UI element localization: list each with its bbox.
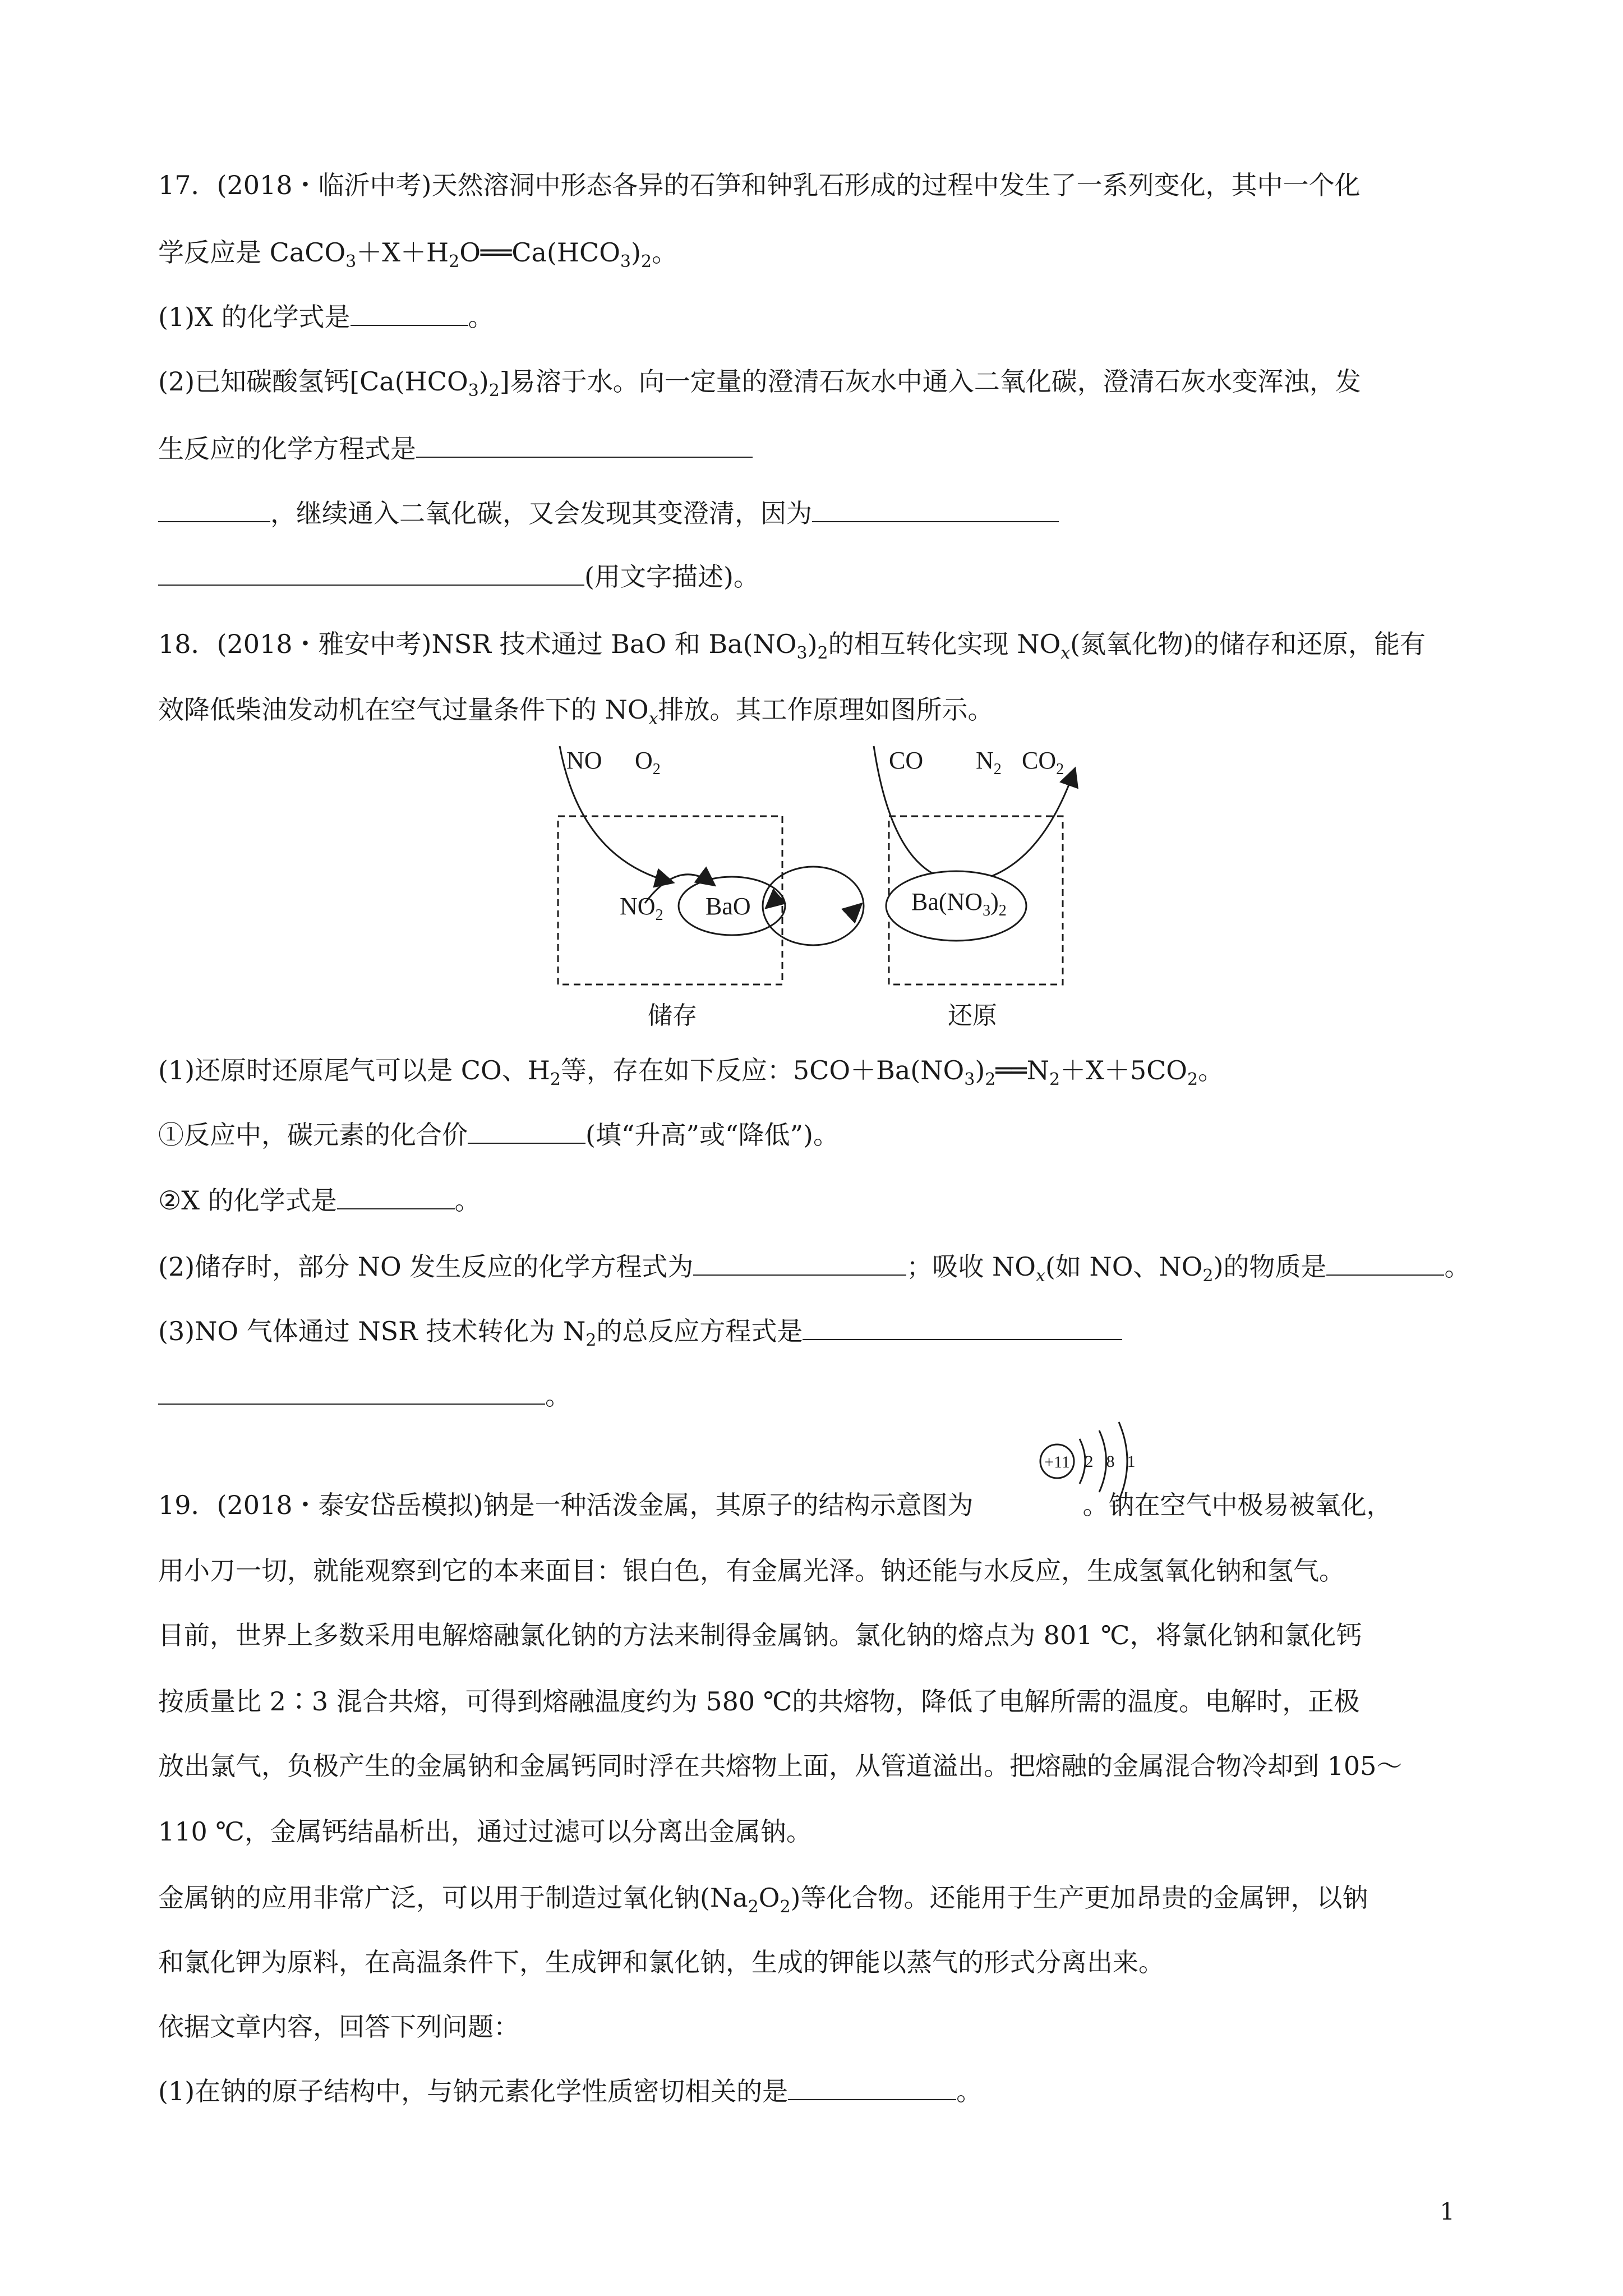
- q17-part-2-line-2: 生反应的化学方程式是: [158, 433, 753, 464]
- nsr-diagram: [527, 735, 1133, 1049]
- answer-blank[interactable]: [158, 499, 270, 522]
- label-co2: $CO_2$: [1022, 747, 1064, 778]
- answer-blank[interactable]: [416, 434, 753, 458]
- q18-part-1: (1)还原时还原尾气可以是 CO、$H_2$等，存在如下反应：$5CO+Ba(NO_3)_2══N_2+X+5CO_2$。: [158, 1055, 1224, 1089]
- q18-part-1-c1: ①反应中，碳元素的化合价 (填“升高”或“降低”)。: [158, 1120, 839, 1150]
- q19-line-9: 依据文章内容，回答下列问题：: [158, 2012, 519, 2042]
- label-bao: BaO: [706, 892, 751, 920]
- label-n2: $N_2$: [976, 747, 1002, 778]
- q18-part-1-c2: ②X 的化学式是 。: [158, 1185, 481, 1216]
- q19-line-3: 目前，世界上多数采用电解熔融氯化钠的方法来制得金属钠。氯化钠的熔点为 801 ℃，将氯化钠和氯化钙: [158, 1620, 1362, 1650]
- answer-blank[interactable]: [803, 1317, 1122, 1340]
- q17-line-1: 17．(2018・临沂中考)天然溶洞中形态各异的石笋和钟乳石形成的过程中发生了一系列变化，其中一个化: [158, 170, 1361, 200]
- nucleus-charge: +11: [1044, 1453, 1070, 1471]
- q19-line-4: 按质量比 2∶3 混合共熔，可得到熔融温度约为 580 ℃的共熔物，降低了电解所需的温度。电解时，正极: [158, 1686, 1360, 1717]
- arrow-to-bao: [768, 899, 777, 906]
- q18-line-2: 效降低柴油发动机在空气过量条件下的 $NO_x$排放。其工作原理如图所示。: [158, 694, 994, 729]
- electron-shell-2: [1099, 1430, 1106, 1492]
- sodium-atom-structure: [1035, 1416, 1147, 1501]
- label-o2: $O_2$: [635, 747, 661, 778]
- q17-line-2: 学反应是 $CaCO_3+X+H_2O══Ca(HCO_3)_2$。: [158, 237, 678, 272]
- q18-part-2: (2)储存时，部分 NO 发生反应的化学方程式为 ；吸收 $NO_x$(如 NO、$NO_2$)的物质是 。: [158, 1251, 1470, 1286]
- answer-blank[interactable]: [351, 302, 468, 326]
- q19-line-1: 19．(2018・泰安岱岳模拟)钠是一种活泼金属，其原子的结构示意图为 。钠在空气中极易被氧化，: [158, 1490, 1393, 1520]
- electrons-shell-3: 1: [1127, 1452, 1136, 1471]
- answer-blank[interactable]: [812, 499, 1059, 522]
- q17-part-2: (2)已知碳酸氢钙$[Ca(HCO_3)_2]$易溶于水。向一定量的澄清石灰水中通入二氧化碳，澄清石灰水变浑浊，发: [158, 366, 1361, 401]
- electrons-shell-1: 2: [1085, 1452, 1094, 1471]
- q17-part-1: (1)X 的化学式是 。: [158, 302, 494, 332]
- q18-part-3: (3)NO 气体通过 NSR 技术转化为 $N_2$的总反应方程式是: [158, 1315, 1122, 1347]
- q19-line-6: 110 ℃，金属钙结晶析出，通过过滤可以分离出金属钠。: [158, 1816, 812, 1847]
- electron-shell-1: [1080, 1439, 1085, 1484]
- q17-part-2-line-3: ，继续通入二氧化碳，又会发现其变澄清，因为: [158, 498, 1059, 529]
- label-reduce: 还原: [948, 1001, 997, 1030]
- q19-line-7: 金属钠的应用非常广泛，可以用于制造过氧化钠$(Na_2O_2)$等化合物。还能用于生产更加昂贵的金属钾，以钠: [158, 1883, 1368, 1917]
- label-no: NO: [566, 747, 602, 774]
- answer-blank[interactable]: [468, 1120, 585, 1144]
- answer-blank[interactable]: [337, 1186, 455, 1209]
- label-store: 储存: [648, 1001, 697, 1030]
- arrow-to-bano3: [851, 906, 859, 913]
- electron-shell-3: [1119, 1422, 1127, 1501]
- q19-part-1: (1)在钠的原子结构中，与钠元素化学性质密切相关的是 。: [158, 2076, 983, 2106]
- label-bano3: $Ba(NO_3)_2$: [911, 888, 1007, 919]
- answer-blank[interactable]: [158, 1381, 545, 1405]
- answer-blank[interactable]: [788, 2077, 956, 2100]
- label-co: CO: [889, 747, 924, 774]
- label-no2: $NO_2$: [620, 892, 663, 924]
- cycle-ellipse: [763, 867, 864, 945]
- q19-line-8: 和氯化钾为原料，在高温条件下，生成钾和氯化钠，生成的钾能以蒸气的形式分离出来。: [158, 1947, 1164, 1977]
- q18-part-3-line-2: 。: [158, 1380, 571, 1411]
- q18-line-1: 18．(2018・雅安中考)NSR 技术通过 BaO 和 $Ba(NO_3)_2$的相互转化实现 $NO_x$(氮氧化物)的储存和还原，能有: [158, 629, 1426, 663]
- electrons-shell-2: 8: [1106, 1452, 1115, 1471]
- q19-line-5: 放出氯气，负极产生的金属钠和金属钙同时浮在共熔物上面，从管道溢出。把熔融的金属混合物冷却到 105～: [158, 1751, 1403, 1781]
- q19-line-2: 用小刀一切，就能观察到它的本来面目：银白色，有金属光泽。钠还能与水反应，生成氢氧化钠和氢气。: [158, 1556, 1345, 1586]
- page-number: 1: [1440, 2198, 1455, 2225]
- answer-blank[interactable]: [158, 562, 584, 586]
- answer-blank[interactable]: [1326, 1252, 1444, 1276]
- answer-blank[interactable]: [693, 1252, 906, 1276]
- q17-part-2-line-4: (用文字描述)。: [158, 561, 759, 592]
